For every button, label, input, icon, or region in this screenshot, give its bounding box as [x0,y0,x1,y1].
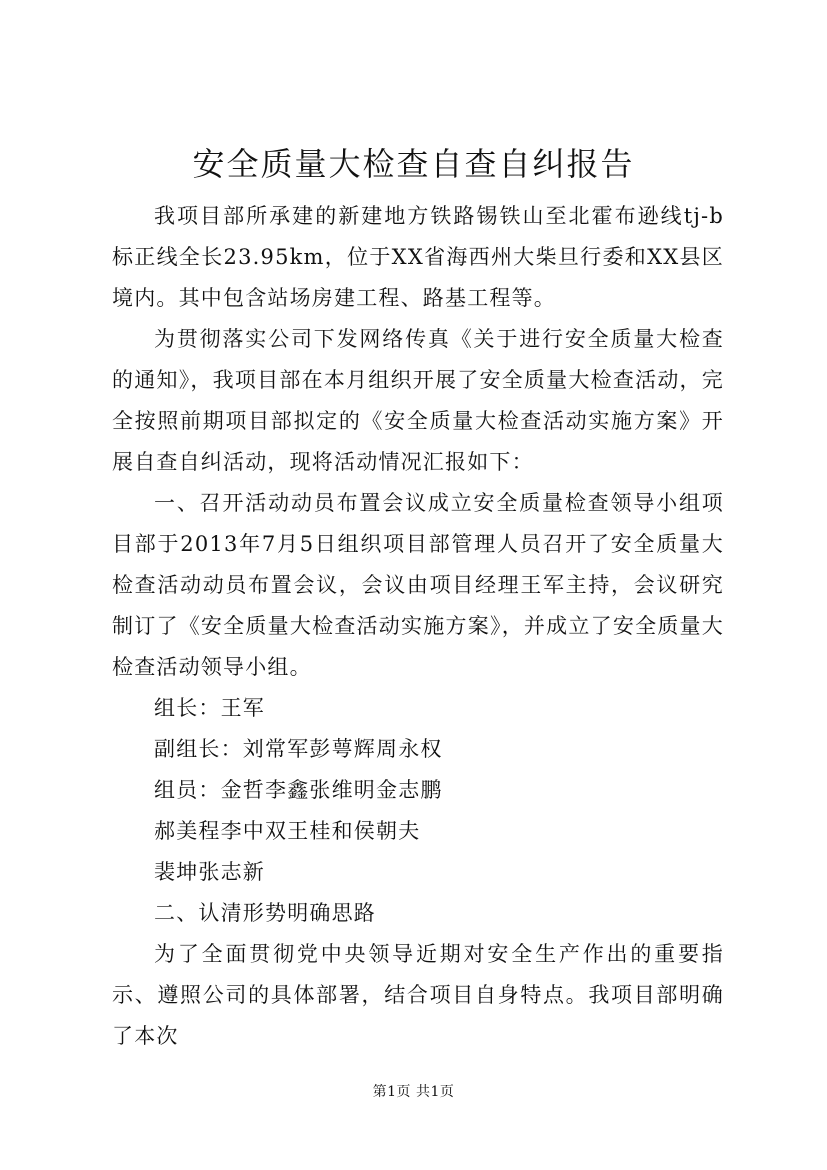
team-leader: 组长：王军 [154,696,265,720]
team-members: 组员：金哲李鑫张维明金志鹏 [154,778,443,802]
paragraph-section-two: 为了全面贯彻党中央领导近期对安全生产作出的重要指示、遵照公司的具体部署，结合项目自身特点。我项目部明确了本次 [112,942,724,1048]
page-number: 第1页 共1页 [372,1084,455,1100]
section-two-heading: 二、认清形势明确思路 [154,901,376,925]
team-members-last: 裴坤张志新 [154,860,265,884]
team-deputy-leaders: 副组长：刘常军彭萼辉周永权 [154,737,443,761]
paragraph-project-overview: 我项目部所承建的新建地方铁路锡铁山至北霍布逊线tj-b标正线全长23.95km，位于XX省海西州大柴旦行委和XX县区境内。其中包含站场房建工程、路基工程等。 [112,204,724,310]
document-body [112,196,724,1057]
paragraph-implementation: 为贯彻落实公司下发网络传真《关于进行安全质量大检查的通知》，我项目部在本月组织开展了安全质量大检查活动，完全按照前期项目部拟定的《安全质量大检查活动实施方案》开展自查自纠活动，现将活动情况汇报如下： [112,327,724,474]
team-members-continued: 郝美程李中双王桂和侯朝夫 [154,819,421,843]
paragraph-section-one: 一、召开活动动员布置会议成立安全质量检查领导小组项目部于2013年7月5日组织项目部管理人员召开了安全质量大检查活动动员布置会议，会议由项目经理王军主持，会议研究制订了《安全质量大检查活动实施方案》，并成立了安全质量大检查活动领导小组。 [112,491,724,679]
document-title: 安全质量大检查自查自纠报告 [192,145,635,183]
